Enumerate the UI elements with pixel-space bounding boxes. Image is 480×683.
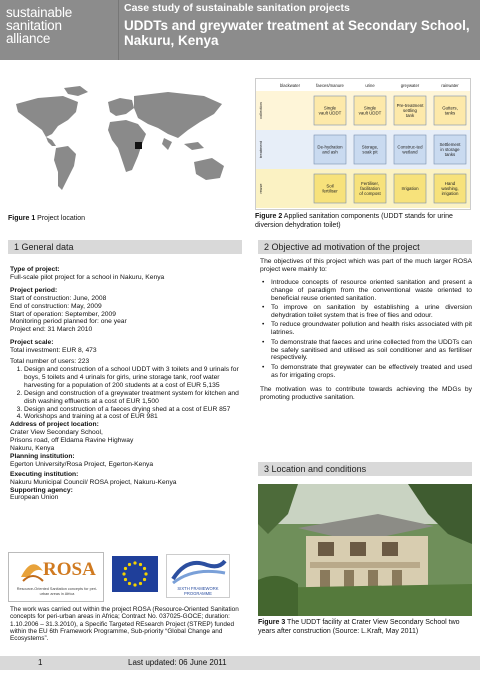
figure1-label: Figure 1 bbox=[8, 215, 36, 222]
supporting-label: Supporting agency: bbox=[10, 486, 73, 494]
uddt-facility-photo bbox=[258, 484, 472, 616]
component-cell-text: and ash bbox=[322, 149, 338, 155]
component-cell-text: irrigation bbox=[441, 191, 459, 197]
column-header: urine bbox=[365, 83, 375, 88]
period-label: Project period: bbox=[10, 286, 58, 294]
component-cell-text: Pre-treatment bbox=[396, 102, 424, 108]
figure1-text: Project location bbox=[35, 215, 86, 222]
section-general-heading: 1 General data bbox=[8, 240, 242, 254]
page-number: 1 bbox=[38, 658, 43, 667]
section-location-heading: 3 Location and conditions bbox=[258, 462, 472, 476]
eu-star-icon bbox=[139, 563, 142, 566]
objective-item: • To demonstrate that faeces and urine collected from the UDDTs can be safely sanitised and utilised as soil conditioner and as fertiliser respectively. bbox=[260, 339, 472, 363]
supporting-value: European Union bbox=[10, 494, 59, 502]
figure3-label: Figure 3 bbox=[258, 619, 286, 626]
eu-star-icon bbox=[133, 583, 136, 586]
type-value: Full-scale pilot project for a school in Nakuru, Kenya bbox=[10, 273, 165, 281]
page-title: UDDTs and greywater treatment at Secondary School, Nakuru, Kenya bbox=[124, 18, 470, 48]
objective-item: • To reduce groundwater pollution and health risks associated with pit latrines. bbox=[260, 321, 472, 337]
address-line: Crater View Secondary School, bbox=[10, 429, 103, 437]
funding-logos bbox=[8, 552, 232, 604]
planning-value: Egerton University/Rosa Project, Egerton-Kenya bbox=[10, 460, 154, 468]
rosa-logo-subtitle: Resource-Oriented Sanitation concepts for peri-urban areas in Africa bbox=[16, 587, 98, 596]
executing-label: Executing institution: bbox=[10, 470, 79, 478]
component-cell-text: tank bbox=[405, 113, 415, 119]
figure2-label: Figure 2 bbox=[255, 213, 283, 220]
row-label: reuse bbox=[258, 183, 263, 194]
eu-star-icon bbox=[128, 582, 131, 585]
address-label: Address of project location: bbox=[10, 421, 99, 429]
footer-bar bbox=[0, 656, 480, 670]
eu-star-icon bbox=[124, 567, 127, 570]
component-cell-text: Construc-ted bbox=[397, 144, 423, 150]
period-line: End of construction: May, 2009 bbox=[10, 302, 102, 310]
component-cell-text: settling bbox=[403, 108, 417, 113]
type-label: Type of project: bbox=[10, 266, 60, 273]
component-cell-text: facilitation bbox=[360, 186, 380, 191]
header-subtitle: Case study of sustainable sanitation projects bbox=[124, 2, 350, 14]
period-line: Start of construction: June, 2008 bbox=[10, 294, 107, 302]
period-line: Monitoring period planned for: one year bbox=[10, 318, 127, 326]
scale-item: 4. Workshops and training at a cost of EUR 981 bbox=[24, 413, 242, 421]
component-cell-text: tanks bbox=[444, 110, 456, 116]
component-cell-text: vault UDDT bbox=[358, 110, 382, 116]
objective-item: • Introduce concepts of resource oriented sanitation and present a change of paradigm from the conventional waste oriented to beneficial reuse oriented sanitation. bbox=[260, 279, 472, 303]
eu-star-icon bbox=[144, 572, 147, 575]
executing-value: Nakuru Municipal Council/ ROSA project, Nakuru-Kenya bbox=[10, 478, 177, 486]
framework-programme-logo bbox=[166, 554, 230, 598]
eu-star-icon bbox=[133, 561, 136, 564]
address-line: Prisons road, off Eldama Ravine Highway bbox=[10, 437, 134, 445]
component-cell-text: vault UDDT bbox=[318, 110, 342, 116]
sanitation-components-diagram bbox=[255, 78, 471, 210]
component-cell-text: fertiliser bbox=[322, 188, 338, 194]
objective-list bbox=[260, 279, 472, 380]
objective-intro: The objectives of this project which was part of the much larger ROSA project were mainly to: bbox=[260, 258, 472, 273]
total-users: Total number of users: 223 bbox=[10, 358, 90, 366]
general-data-body bbox=[10, 266, 242, 502]
figure2-text: Applied sanitation components (UDDT stands for urine diversion dehydration toilet) bbox=[255, 213, 453, 229]
sustainable-sanitation-alliance-logo bbox=[0, 0, 118, 60]
section-objective-heading: 2 Objective ad motivation of the project bbox=[258, 240, 472, 254]
world-map-figure bbox=[8, 82, 240, 207]
total-investment: Total investment: EUR 8, 473 bbox=[10, 347, 97, 355]
column-header: greywater bbox=[400, 83, 420, 88]
eu-star-icon bbox=[124, 578, 127, 581]
row-label: treatment bbox=[258, 141, 263, 158]
component-cell-text: Irrigation bbox=[401, 186, 419, 191]
component-cell-text: soak pit bbox=[362, 149, 378, 155]
eu-star-icon bbox=[143, 578, 146, 581]
scale-item: 3. Design and construction of a faeces drying shed at a cost of EUR 857 bbox=[24, 406, 242, 414]
logo-line-3: alliance bbox=[6, 31, 51, 46]
figure2-caption bbox=[255, 212, 471, 230]
period-line: Start of operation: September, 2009 bbox=[10, 310, 116, 318]
period-line: Project end: 31 March 2010 bbox=[10, 326, 93, 334]
objective-outro: The motivation was to contribute towards achieving the MDGs by promoting productive sanitation. bbox=[260, 386, 472, 402]
logo-line-1: sustainable bbox=[6, 5, 73, 20]
framework-logo-text: SIXTH FRAMEWORK PROGRAMME bbox=[177, 586, 219, 596]
component-cell-text: Hand bbox=[444, 180, 456, 186]
component-cell-text: wetland bbox=[402, 149, 418, 155]
figure3-text: The UDDT facility at Crater View Secondary School two years after construction (Source: L.Kraft, May 2011) bbox=[258, 619, 460, 635]
objective-body bbox=[260, 258, 472, 402]
column-header: faeces/manure bbox=[316, 83, 344, 88]
planning-label: Planning institution: bbox=[10, 452, 75, 460]
component-cell-text: Storage, bbox=[361, 144, 379, 150]
column-header: rainwater bbox=[441, 83, 459, 88]
eu-star-icon bbox=[139, 582, 142, 585]
row-label: collection bbox=[258, 102, 263, 119]
last-updated: Last updated: 06 June 2011 bbox=[128, 658, 227, 667]
logo-line-2: sanitation bbox=[6, 18, 62, 33]
column-header: blackwater bbox=[279, 83, 301, 88]
figure1-caption bbox=[8, 214, 240, 223]
component-cell-text: Fertiliser, bbox=[361, 180, 379, 186]
eu-star-icon bbox=[128, 563, 131, 566]
eu-star-icon bbox=[122, 572, 125, 575]
scale-item: 2. Design and construction of a greywater treatment system for kitchen and dish washing effluents at a cost of EUR 1,500 bbox=[24, 390, 242, 406]
rosa-project-note: The work was carried out within the project ROSA (Resource-Oriented Sanitation concepts for peri-urban areas in Africa; Contract No. 037025-GOCE; duration: 1.10.2006 – 31.3.2010), a Specific Targeted REsearch Project (STREP) funded within the EU 6th Framework Programme, Sub-priority “Global Change and Ecosystems”. bbox=[10, 606, 239, 643]
component-cell-text: Single bbox=[323, 105, 337, 111]
component-cell-text: Settlement bbox=[439, 141, 461, 147]
objective-item: • To improve on sanitation by establishing a urine diversion dehydration toilet system that is free of flies and odour. bbox=[260, 304, 472, 320]
figure3-caption bbox=[258, 618, 474, 636]
component-cell-text: Gutters, bbox=[442, 105, 458, 111]
component-cell-text: De-hydration bbox=[317, 144, 343, 150]
scale-item: 1. Design and construction of a school UDDT with 3 toilets and 9 urinals for boys, 5 toilets and 4 urinals for girls, urine storage tank, roof water harvesting for a population of 200 students at a cost of EUR 5,135 bbox=[24, 366, 242, 390]
rosa-logo bbox=[8, 552, 104, 602]
scale-list bbox=[20, 366, 242, 421]
component-cell-text: tanks bbox=[444, 152, 456, 158]
address-line: Nakuru, Kenya bbox=[10, 445, 55, 453]
component-cell-text: washing, bbox=[441, 186, 459, 191]
eu-flag-icon bbox=[112, 556, 158, 592]
component-cell-text: Single bbox=[363, 105, 377, 111]
eu-star-icon bbox=[143, 567, 146, 570]
scale-label: Project scale: bbox=[10, 339, 54, 347]
component-cell-text: in storage bbox=[440, 147, 460, 152]
component-cell-text: Soil bbox=[326, 183, 334, 189]
objective-item: • To demonstrate that greywater can be effectively treated and used as for irrigating crops. bbox=[260, 364, 472, 380]
component-cell-text: of compost bbox=[359, 191, 381, 197]
rosa-logo-text: ROSA bbox=[43, 559, 96, 580]
